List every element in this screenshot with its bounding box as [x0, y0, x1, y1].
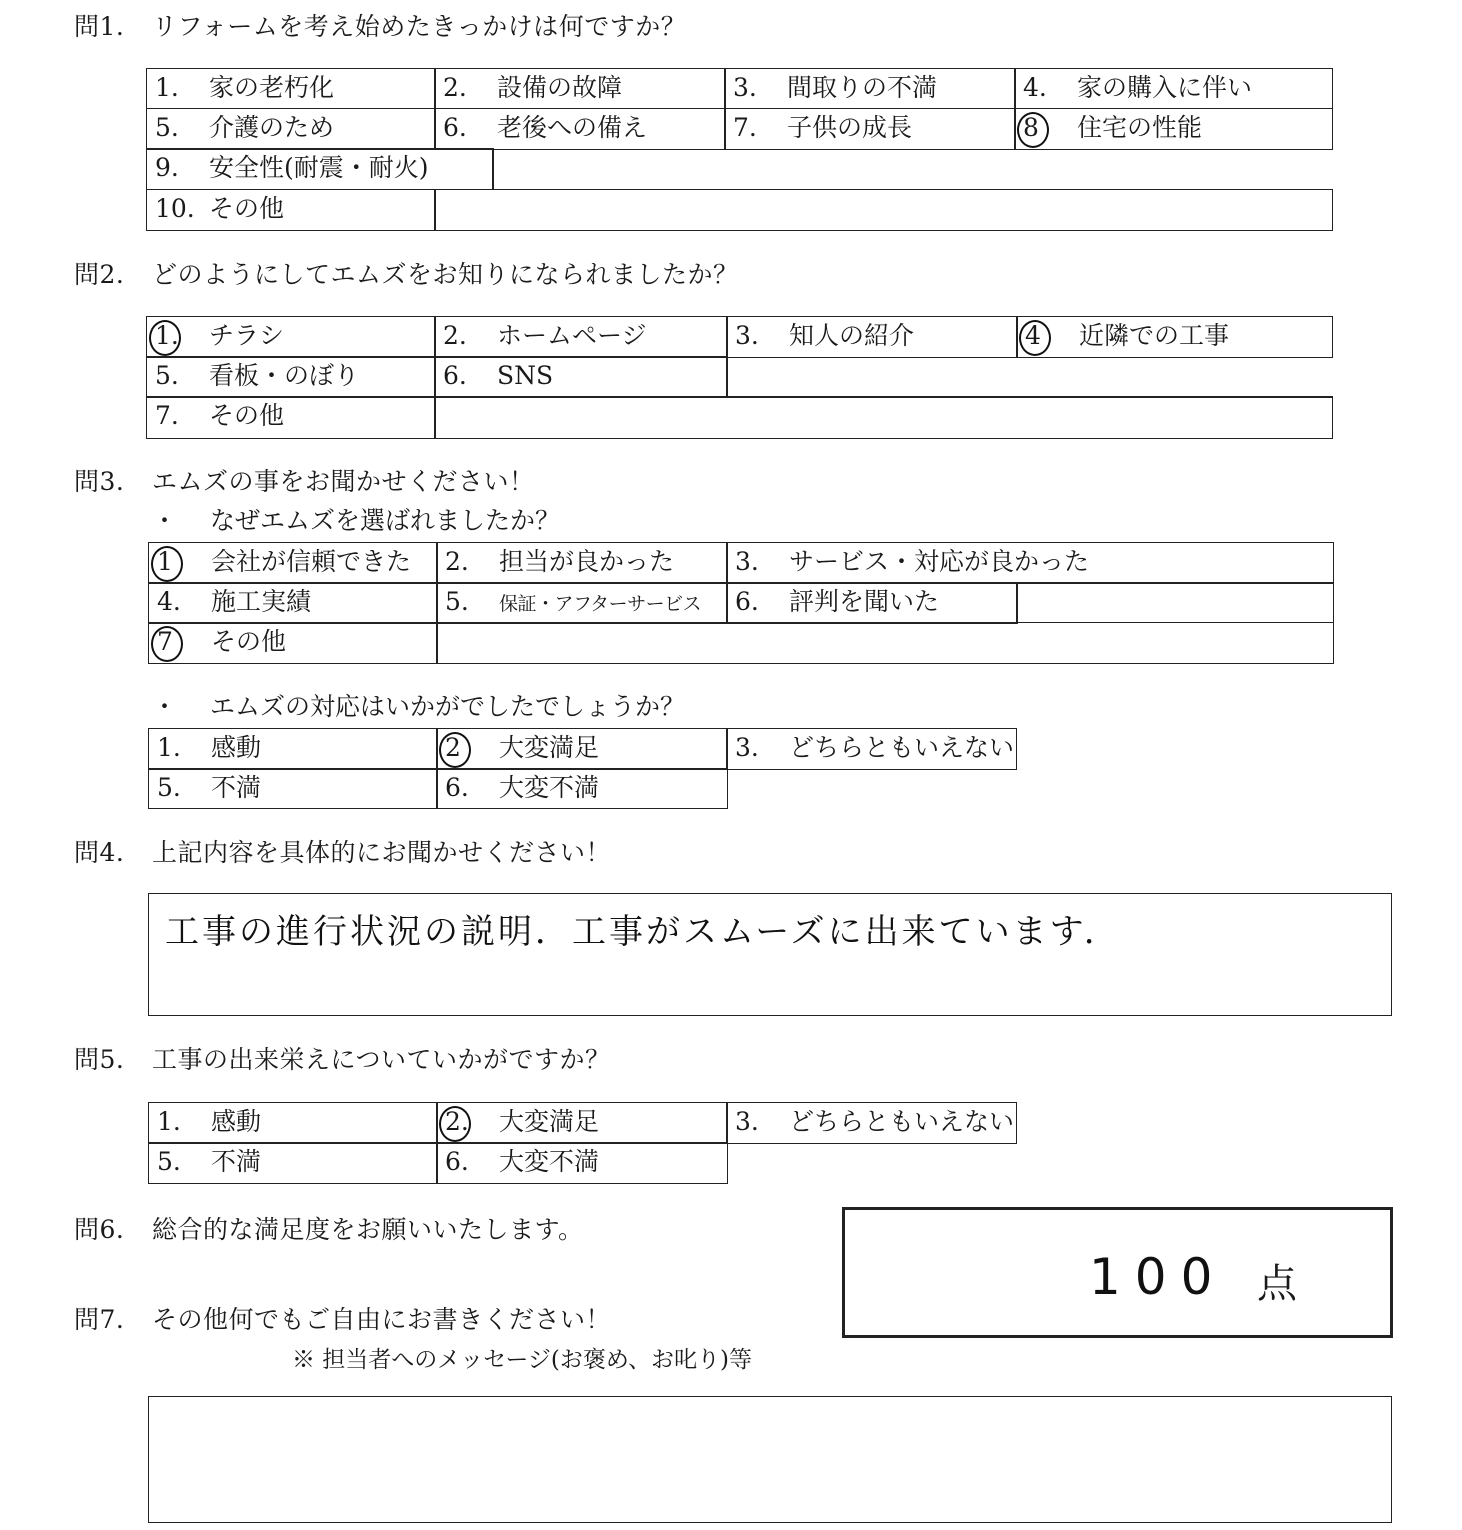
- option-label: 家の老朽化: [209, 73, 335, 102]
- option-number-circled: 8: [1023, 109, 1077, 147]
- option-label: 会社が信頼できた: [211, 547, 412, 576]
- q5-option-3[interactable]: [726, 1102, 1017, 1144]
- q1-option-2[interactable]: [434, 68, 726, 109]
- option-label: 安全性(耐震・耐火): [209, 153, 429, 182]
- question-5: [74, 1045, 611, 1075]
- q7-note: ※ 担当者へのメッセージ(お褒め、お叱り)等: [292, 1347, 752, 1373]
- option-label: 子供の成長: [787, 113, 913, 142]
- q5-option-6[interactable]: [436, 1142, 728, 1184]
- option-label: ホームページ: [497, 321, 647, 350]
- option-number: 1.: [157, 1107, 181, 1136]
- q4-answer-box[interactable]: [148, 893, 1392, 1016]
- option-number: 6.: [443, 361, 467, 390]
- option-label: 住宅の性能: [1077, 113, 1203, 142]
- option-label: どちらともいえない: [789, 733, 1015, 762]
- q3-other-input[interactable]: [436, 622, 1334, 664]
- question-number: 問6.: [74, 1215, 125, 1244]
- q1-option-3[interactable]: [724, 68, 1016, 109]
- q1-option-7[interactable]: [724, 108, 1016, 150]
- q1-option-9[interactable]: [146, 148, 494, 190]
- q3-service-option-3[interactable]: [726, 728, 1017, 770]
- question-number: 問1.: [74, 12, 125, 41]
- option-number: 4.: [157, 587, 181, 616]
- option-number: 2.: [445, 547, 469, 576]
- option-number: 5.: [155, 361, 179, 390]
- option-number: 5.: [155, 113, 179, 142]
- q3-reason-option-5[interactable]: [436, 582, 728, 624]
- option-number: 4.: [1023, 73, 1047, 102]
- option-label: SNS: [497, 361, 554, 390]
- question-2: [74, 260, 739, 290]
- q2-option-2[interactable]: [434, 316, 728, 358]
- option-number: 3.: [735, 733, 759, 762]
- q3-reason-option-7[interactable]: [148, 622, 438, 664]
- question-3: [74, 467, 535, 497]
- q1-option-10[interactable]: [146, 189, 436, 231]
- option-label: サービス・対応が良かった: [789, 547, 1090, 576]
- option-label: 感動: [211, 1107, 262, 1136]
- option-label: その他: [209, 194, 285, 223]
- option-label: 担当が良かった: [499, 547, 675, 576]
- question-text: 総合的な満足度をお願いいたします。: [152, 1215, 584, 1244]
- question-number: 問5.: [74, 1045, 125, 1074]
- q6-handwritten-score: 100: [1089, 1248, 1227, 1306]
- option-label: その他: [211, 627, 287, 656]
- option-number: 6.: [445, 1147, 469, 1176]
- option-label: 施工実績: [211, 587, 312, 616]
- question-text: どのようにしてエムズをお知りになられましたか？: [152, 260, 739, 289]
- option-number: 1.: [157, 733, 181, 762]
- q2-option-7[interactable]: [146, 396, 436, 439]
- option-number: 6.: [735, 587, 759, 616]
- q1-blank-cell: [492, 148, 1333, 190]
- option-label: 介護のため: [209, 113, 335, 142]
- q1-option-4[interactable]: [1014, 68, 1333, 109]
- option-label: 老後への備え: [497, 113, 648, 142]
- option-number: 3.: [735, 321, 759, 350]
- option-number: 5.: [157, 1147, 181, 1176]
- q3-blank-cell: [1016, 582, 1334, 624]
- q2-option-1[interactable]: [146, 316, 436, 358]
- question-1: [74, 12, 686, 42]
- option-number: 3.: [735, 547, 759, 576]
- q1-option-1[interactable]: [146, 68, 436, 109]
- question-7: [74, 1305, 611, 1335]
- option-label: 評判を聞いた: [789, 587, 940, 616]
- q3-reason-option-4[interactable]: [148, 582, 438, 624]
- option-number: 3.: [733, 73, 757, 102]
- question-text: 工事の出来栄えについていかがですか？: [152, 1045, 611, 1074]
- subquestion-text: エムズの対応はいかがでしたでしょうか？: [210, 692, 686, 721]
- option-number-circled: 1.: [155, 317, 209, 355]
- option-number: 10.: [155, 194, 195, 223]
- option-number-circled: 2.: [445, 1103, 499, 1141]
- q2-other-input[interactable]: [434, 396, 1333, 439]
- question-text: エムズの事をお聞かせください！: [152, 467, 535, 496]
- option-number: 6.: [443, 113, 467, 142]
- q3-subquestion-service: [152, 692, 685, 722]
- q5-option-2[interactable]: [436, 1102, 728, 1144]
- option-number: 3.: [735, 1107, 759, 1136]
- option-number: 7.: [155, 401, 179, 430]
- option-label: どちらともいえない: [789, 1107, 1015, 1136]
- q3-subquestion-reason: [152, 506, 560, 536]
- q3-service-option-5[interactable]: [148, 768, 438, 809]
- option-label: 看板・のぼり: [209, 361, 360, 390]
- option-number: 6.: [445, 773, 469, 802]
- option-label: 知人の紹介: [789, 321, 915, 350]
- q4-handwritten-answer: 工事の進行状況の説明．工事がスムーズに出来ています．: [165, 912, 1121, 952]
- question-number: 問4.: [74, 838, 125, 867]
- option-number: 5.: [157, 773, 181, 802]
- bullet: ・: [152, 692, 178, 721]
- option-label: 大変満足: [499, 733, 600, 762]
- q2-option-3[interactable]: [726, 316, 1018, 358]
- q2-option-4[interactable]: [1016, 316, 1333, 358]
- option-number: 9.: [155, 153, 179, 182]
- bullet: ・: [152, 506, 178, 535]
- option-number: 1.: [155, 73, 179, 102]
- option-label: 感動: [211, 733, 262, 762]
- q1-other-input[interactable]: [434, 189, 1333, 231]
- option-label: 家の購入に伴い: [1077, 73, 1253, 102]
- option-number-circled: 2: [445, 729, 499, 767]
- q3-reason-option-1[interactable]: [148, 542, 438, 584]
- q5-option-1[interactable]: [148, 1102, 438, 1144]
- q2-option-5[interactable]: [146, 356, 436, 398]
- option-label: チラシ: [209, 321, 285, 350]
- option-number: 2.: [443, 73, 467, 102]
- option-label: 間取りの不満: [787, 73, 938, 102]
- q3-reason-option-6[interactable]: [726, 582, 1018, 624]
- option-label: 保証・アフターサービス: [499, 593, 702, 615]
- q6-score-box[interactable]: [842, 1207, 1393, 1338]
- q1-option-8[interactable]: [1014, 108, 1333, 150]
- q1-option-6[interactable]: [434, 108, 726, 150]
- option-label: 設備の故障: [497, 73, 623, 102]
- question-number: 問3.: [74, 467, 125, 496]
- q3-service-option-6[interactable]: [436, 768, 728, 809]
- q3-service-option-1[interactable]: [148, 728, 438, 770]
- option-label: 不満: [211, 1147, 262, 1176]
- q3-service-option-2[interactable]: [436, 728, 728, 770]
- option-number-circled: 1: [157, 543, 211, 581]
- question-4: [74, 838, 611, 868]
- option-label: 不満: [211, 773, 262, 802]
- option-label: 近隣での工事: [1079, 321, 1230, 350]
- option-label: 大変不満: [499, 773, 600, 802]
- option-label: その他: [209, 401, 285, 430]
- subquestion-text: なぜエムズを選ばれましたか？: [210, 506, 561, 535]
- option-number: 7.: [733, 113, 757, 142]
- option-number-circled: 7: [157, 623, 211, 661]
- question-number: 問7.: [74, 1305, 125, 1334]
- question-text: リフォームを考え始めたきっかけは何ですか？: [152, 12, 687, 41]
- q2-blank-cell: [726, 356, 1333, 398]
- question-text: 上記内容を具体的にお聞かせください！: [152, 838, 612, 867]
- option-number: 5.: [445, 587, 469, 616]
- option-label: 大変満足: [499, 1107, 600, 1136]
- q7-answer-box[interactable]: [148, 1396, 1392, 1523]
- q2-option-6[interactable]: [434, 356, 728, 398]
- option-number: 2.: [443, 321, 467, 350]
- question-6: [74, 1215, 584, 1245]
- option-label: 大変不満: [499, 1147, 600, 1176]
- option-number-circled: 4: [1025, 317, 1079, 355]
- question-text: その他何でもご自由にお書きください！: [152, 1305, 612, 1334]
- q1-option-5[interactable]: [146, 108, 436, 150]
- question-number: 問2.: [74, 260, 125, 289]
- q3-reason-option-2[interactable]: [436, 542, 728, 584]
- q3-reason-option-3[interactable]: [726, 542, 1334, 584]
- q6-score-unit: 点: [1257, 1261, 1297, 1307]
- q5-option-5[interactable]: [148, 1142, 438, 1184]
